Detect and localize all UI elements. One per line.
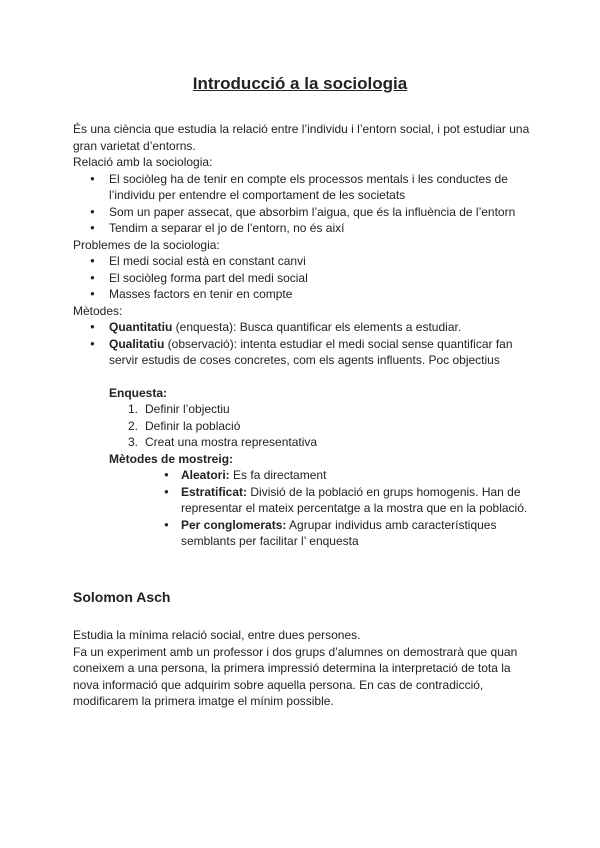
list-item (73, 336, 533, 369)
survey-heading: Enquesta: (109, 385, 168, 400)
step-text: Definir la població (145, 418, 241, 433)
step-number: 3. (128, 435, 139, 449)
sampling-heading: Mètodes de mostreig: (109, 451, 234, 466)
asch-paragraph: Fa un experiment amb un professor i dos grups d’alumnes on demostrarà que quan coneixem a una persona, la primera impressió determina la interpretació de tota la nova informació que adquirim sobre aquella persona. En cas de contradicció, modificarem la primera imatge el mínim possible. (73, 644, 518, 708)
survey-section (73, 385, 533, 550)
sampling-term: Aleatori: (181, 468, 230, 482)
list-item (164, 484, 533, 517)
step-text: Creat una mostra representativa (145, 435, 318, 449)
list-item: ● El sociòleg ha de tenir en compte els processos mentals i les conductes de l’individu per entendre el comportament de les societats (73, 171, 533, 204)
section-heading-asch: Solomon Asch (73, 589, 171, 605)
sampling-term: Per conglomerats: (181, 517, 287, 532)
sampling-list (109, 467, 533, 550)
step-number: 1. (128, 402, 139, 416)
sampling-term: Estratificat: (181, 484, 248, 499)
sampling-description: Agrupar individus amb característiques semblants per facilitar l’ enquesta (181, 517, 497, 548)
list-item (73, 319, 533, 336)
problems-list (73, 253, 533, 303)
relation-heading: Relació amb la sociologia: (73, 155, 213, 169)
list-item (128, 434, 533, 451)
intro-section (73, 121, 533, 550)
methods-list (73, 319, 533, 369)
list-item (164, 467, 533, 484)
list-item (164, 517, 533, 550)
list-item: ● Tendim a separar el jo de l’entorn, no és així (73, 220, 533, 237)
survey-steps (109, 401, 533, 451)
asch-paragraph: Estudia la mínima relació social, entre dues persones. (73, 628, 361, 642)
page-title: Introducció a la sociologia (192, 74, 408, 93)
asch-section (73, 627, 528, 710)
list-item: ● Som un paper assecat, que absorbim l’aigua, que és la influència de l’entorn (73, 204, 533, 221)
method-term: Quantitatiu (109, 320, 173, 334)
step-number: 2. (128, 418, 139, 433)
problems-heading: Problemes de la sociologia: (73, 237, 220, 252)
step-text: Definir l’objectiu (145, 402, 230, 416)
sampling-description: Es fa directament (229, 468, 327, 482)
list-item (128, 401, 533, 418)
method-description: (enquesta): Busca quantificar els elements a estudiar. (172, 320, 462, 334)
method-description: (observació): intenta estudiar el medi social sense quantificar fan servir estudis de coses concretes, com els agents influents. Poc objectius (109, 336, 513, 367)
list-item: ● El medi social està en constant canvi (73, 253, 533, 270)
list-item (128, 418, 533, 435)
relation-list (73, 171, 533, 237)
sampling-description: Divisió de la població en grups homogenis. Han de representar el mateix percentatge a la mostra que en la població. (181, 484, 528, 515)
method-term: Qualitatiu (109, 336, 165, 351)
methods-heading: Mètodes: (73, 303, 123, 318)
list-item: ● Masses factors en tenir en compte (73, 286, 533, 303)
intro-paragraph: És una ciència que estudia la relació entre l’individu i l’entorn social, i pot estudiar una gran varietat d’entorns. (73, 122, 530, 153)
list-item: ● El sociòleg forma part del medi social (73, 270, 533, 287)
